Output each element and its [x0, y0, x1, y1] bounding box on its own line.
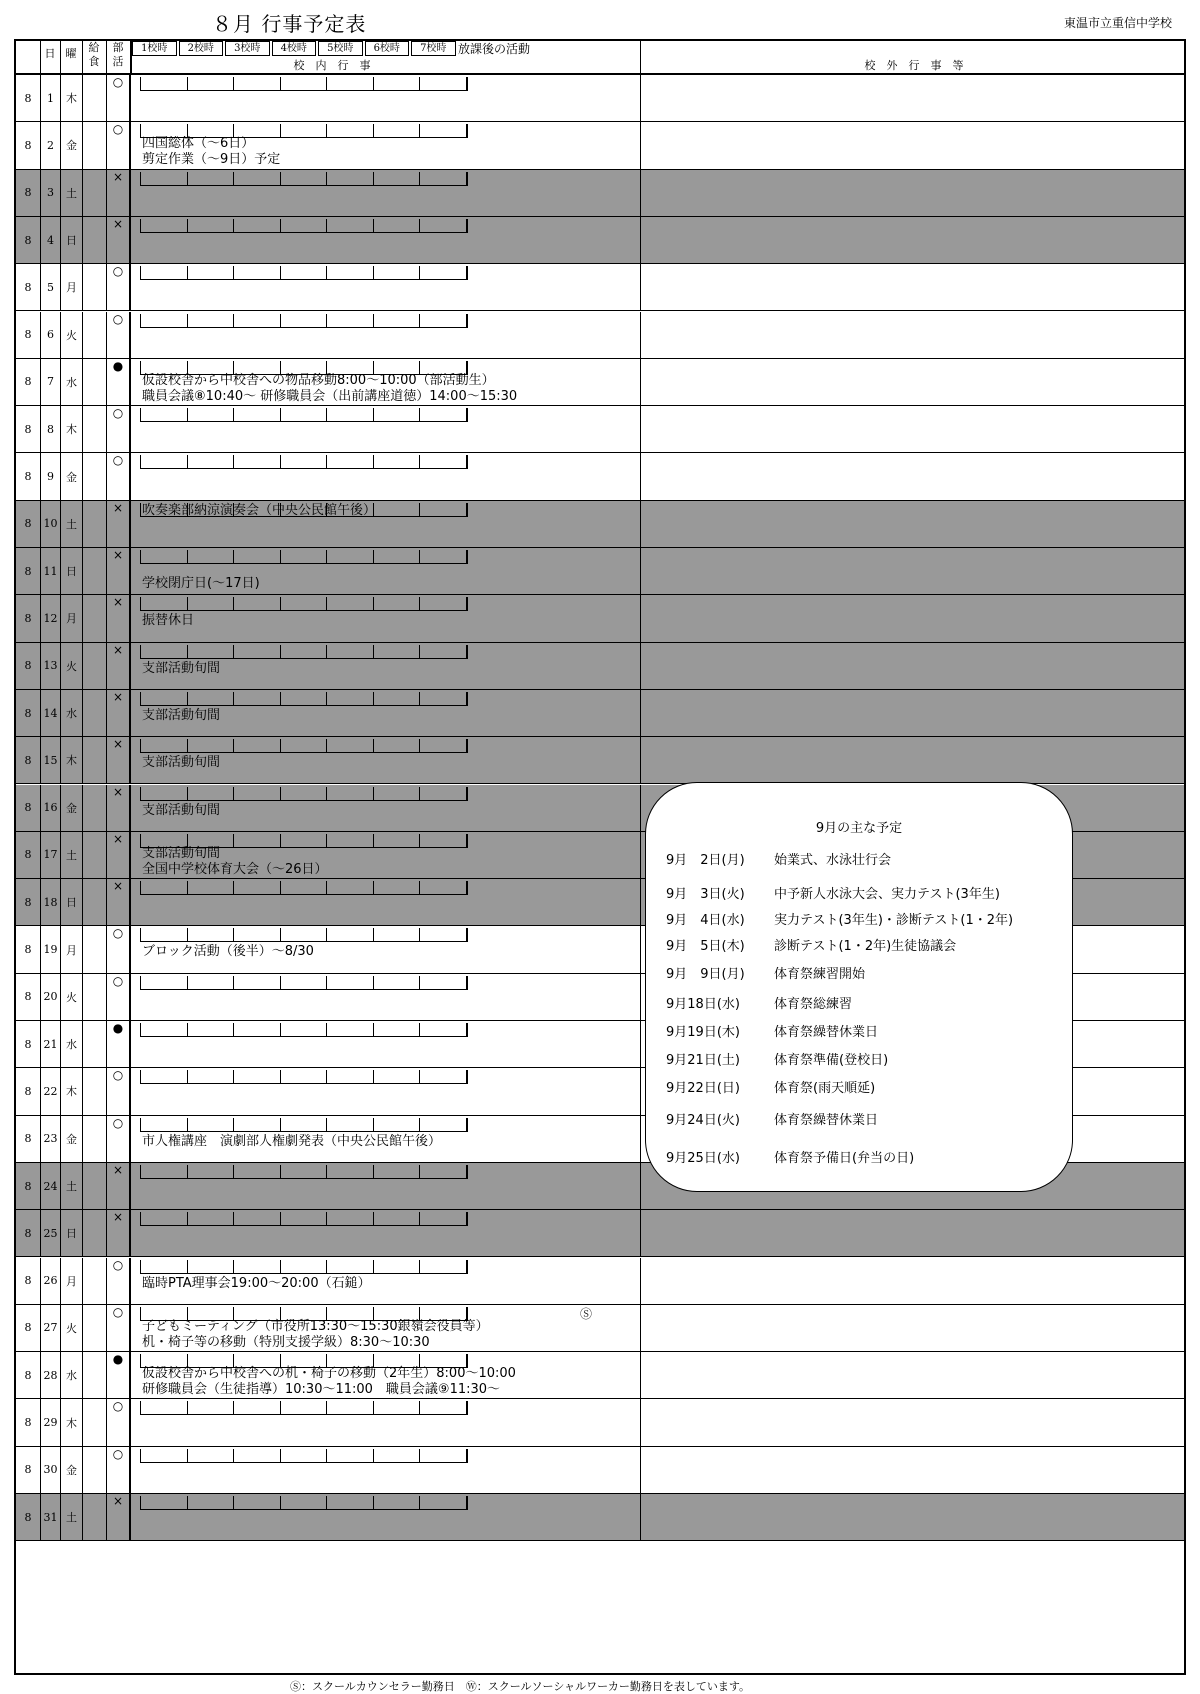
period-boxes — [140, 1401, 466, 1415]
header-period-4: 4校時 — [272, 41, 317, 56]
table-row — [16, 170, 1184, 217]
kyushoku-cell — [82, 595, 106, 641]
table-row — [16, 1494, 1184, 1541]
period-boxes — [140, 1118, 466, 1132]
month-cell: 8 — [24, 753, 32, 767]
weekday-cell: 月 — [60, 264, 82, 310]
school-name: 東温市立重信中学校 — [1063, 16, 1172, 30]
day-cell: 24 — [40, 1163, 60, 1209]
bukatsu-mark: ○ — [112, 1446, 124, 1461]
plan-date: 9月24日(火) — [666, 1113, 740, 1128]
plan-text: 始業式、水泳壮行会 — [774, 853, 892, 868]
period-boxes — [140, 172, 466, 186]
footnote: Ⓢ：スクールカウンセラー勤務日 Ⓦ：スクールソーシャルワーカー勤務日を表しています。 — [290, 1680, 751, 1693]
month-cell: 8 — [24, 611, 32, 625]
bukatsu-mark: ○ — [112, 926, 124, 941]
bukatsu-mark: ● — [112, 358, 124, 373]
month-cell: 8 — [24, 1463, 32, 1477]
kyushoku-cell — [82, 359, 106, 405]
day-cell: 16 — [40, 785, 60, 831]
month-cell: 8 — [24, 1416, 32, 1430]
in-school-event: 支部活動旬間 — [142, 802, 221, 818]
plan-date: 9月21日(土) — [666, 1053, 740, 1068]
header-period-5: 5校時 — [318, 41, 363, 56]
day-cell: 27 — [40, 1305, 60, 1351]
weekday-cell: 火 — [60, 974, 82, 1020]
table-row — [16, 643, 1184, 690]
weekday-cell: 木 — [60, 1068, 82, 1114]
period-boxes — [140, 787, 466, 801]
day-cell: 18 — [40, 879, 60, 925]
day-cell: 29 — [40, 1399, 60, 1445]
bukatsu-mark: × — [112, 595, 124, 610]
september-plan-item — [666, 1147, 914, 1166]
bukatsu-mark: ○ — [112, 311, 124, 326]
month-cell: 8 — [24, 375, 32, 389]
plan-text: 体育祭練習開始 — [774, 967, 866, 982]
weekday-cell: 月 — [60, 926, 82, 972]
period-boxes — [140, 1165, 466, 1179]
day-cell: 23 — [40, 1116, 60, 1162]
day-cell: 26 — [40, 1258, 60, 1304]
kyushoku-cell — [82, 548, 106, 594]
day-cell: 22 — [40, 1068, 60, 1114]
period-boxes — [140, 739, 466, 753]
bukatsu-mark: × — [112, 216, 124, 231]
kyushoku-cell — [82, 1116, 106, 1162]
kyushoku-cell — [82, 879, 106, 925]
plan-date: 9月 4日(水) — [666, 913, 745, 928]
in-school-event: 支部活動旬間 — [142, 755, 221, 771]
kyushoku-cell — [82, 1163, 106, 1209]
day-cell: 2 — [40, 122, 60, 168]
table-row — [16, 690, 1184, 737]
header-bukatsu — [106, 41, 130, 69]
bukatsu-mark: ○ — [112, 1115, 124, 1130]
kyushoku-cell — [82, 453, 106, 499]
in-school-event: 支部活動旬間 — [142, 707, 221, 723]
month-cell: 8 — [24, 848, 32, 862]
kyushoku-cell — [82, 501, 106, 547]
month-cell: 8 — [24, 1226, 32, 1240]
period-boxes — [140, 881, 466, 895]
table-row — [16, 1447, 1184, 1494]
september-plan-item — [666, 963, 865, 982]
plan-date: 9月 2日(月) — [666, 853, 745, 868]
september-plan-item — [666, 909, 1013, 928]
period-boxes — [140, 219, 466, 233]
period-boxes — [140, 266, 466, 280]
day-cell: 1 — [40, 75, 60, 121]
period-boxes — [140, 1260, 466, 1274]
header-after-school: 放課後の活動 — [458, 42, 531, 56]
kyushoku-cell — [82, 1021, 106, 1067]
weekday-cell: 月 — [60, 1258, 82, 1304]
kyushoku-cell — [82, 122, 106, 168]
weekday-cell: 日 — [60, 548, 82, 594]
table-row — [16, 453, 1184, 500]
bukatsu-mark: × — [112, 169, 124, 184]
plan-date: 9月 9日(月) — [666, 967, 745, 982]
kyushoku-cell — [82, 737, 106, 783]
september-plan-item — [666, 1049, 888, 1068]
kyushoku-cell — [82, 1447, 106, 1493]
bukatsu-mark: × — [112, 500, 124, 515]
kyushoku-cell — [82, 1494, 106, 1540]
period-boxes — [140, 928, 466, 942]
day-cell: 3 — [40, 170, 60, 216]
table-row — [16, 359, 1184, 406]
header-weekday: 曜 — [65, 47, 77, 60]
bukatsu-mark: × — [112, 737, 124, 752]
month-cell: 8 — [24, 233, 32, 247]
september-plan-item — [666, 849, 891, 868]
table-row — [16, 548, 1184, 595]
plan-text: 体育祭予備日(弁当の日) — [774, 1151, 915, 1166]
table-row — [16, 1305, 1184, 1352]
weekday-cell: 火 — [60, 1305, 82, 1351]
weekday-cell: 日 — [60, 217, 82, 263]
period-boxes — [140, 692, 466, 706]
bukatsu-mark: ○ — [112, 453, 124, 468]
plan-date: 9月 3日(火) — [666, 887, 745, 902]
day-cell: 17 — [40, 832, 60, 878]
in-school-event: 子どもミーティング（市役所13:30～15:30銀嶺会役員等） 机・椅子等の移動（特別支援学級）8:30～10:30 — [142, 1318, 489, 1350]
month-cell: 8 — [24, 564, 32, 578]
month-cell: 8 — [24, 328, 32, 342]
september-plan-title: 9月の主な予定 — [815, 821, 903, 836]
kyushoku-cell — [82, 1352, 106, 1398]
bukatsu-mark: ○ — [112, 406, 124, 421]
weekday-cell: 水 — [60, 1021, 82, 1067]
period-boxes — [140, 1449, 466, 1463]
kyushoku-cell — [82, 690, 106, 736]
weekday-cell: 土 — [60, 170, 82, 216]
month-cell: 8 — [24, 1084, 32, 1098]
bukatsu-mark: ○ — [112, 1068, 124, 1083]
kyushoku-cell — [82, 643, 106, 689]
in-school-event: 吹奏楽部納涼演奏会（中央公民館午後） — [142, 502, 377, 518]
table-row — [16, 75, 1184, 122]
month-cell: 8 — [24, 659, 32, 673]
month-cell: 8 — [24, 422, 32, 436]
plan-text: 体育祭(雨天順延) — [774, 1081, 876, 1096]
weekday-cell: 土 — [60, 1163, 82, 1209]
kyushoku-cell — [82, 217, 106, 263]
day-cell: 30 — [40, 1447, 60, 1493]
weekday-cell: 木 — [60, 406, 82, 452]
in-school-event: 学校閉庁日(～17日) — [142, 576, 260, 591]
bukatsu-mark: ○ — [112, 1399, 124, 1414]
plan-date: 9月18日(水) — [666, 997, 740, 1012]
month-cell: 8 — [24, 706, 32, 720]
weekday-cell: 木 — [60, 737, 82, 783]
table-row — [16, 1258, 1184, 1305]
month-cell: 8 — [24, 517, 32, 531]
month-cell: 8 — [24, 943, 32, 957]
month-cell: 8 — [24, 1274, 32, 1288]
plan-text: 実力テスト(3年生)・診断テスト(1・2年) — [774, 913, 1014, 928]
month-cell: 8 — [24, 990, 32, 1004]
month-cell: 8 — [24, 470, 32, 484]
kyushoku-cell — [82, 170, 106, 216]
table-row — [16, 217, 1184, 264]
period-boxes — [140, 1023, 466, 1037]
header-kyushoku — [82, 41, 106, 69]
bukatsu-mark: ○ — [112, 1257, 124, 1272]
day-cell: 19 — [40, 926, 60, 972]
september-plan-item — [666, 935, 956, 954]
day-cell: 4 — [40, 217, 60, 263]
table-row — [16, 737, 1184, 784]
month-cell: 8 — [24, 280, 32, 294]
in-school-event: 仮設校舎から中校舎への物品移動8:00～10:00（部活動生） 職員会議⑧10:40～ 研修職員会（出前講座道徳）14:00～15:30 — [142, 372, 518, 404]
in-school-event: 振替休日 — [142, 613, 195, 629]
weekday-cell: 金 — [60, 785, 82, 831]
weekday-cell: 水 — [60, 1352, 82, 1398]
plan-date: 9月 5日(木) — [666, 939, 745, 954]
kyushoku-cell — [82, 312, 106, 358]
day-cell: 21 — [40, 1021, 60, 1067]
month-cell: 8 — [24, 1321, 32, 1335]
weekday-cell: 金 — [60, 453, 82, 499]
month-cell: 8 — [24, 1132, 32, 1146]
kyushoku-cell — [82, 832, 106, 878]
table-row — [16, 312, 1184, 359]
day-cell: 28 — [40, 1352, 60, 1398]
table-row — [16, 501, 1184, 548]
plan-date: 9月25日(水) — [666, 1151, 740, 1166]
day-cell: 11 — [40, 548, 60, 594]
month-cell: 8 — [24, 1037, 32, 1051]
kyushoku-cell — [82, 785, 106, 831]
bukatsu-mark: ● — [112, 1352, 124, 1367]
month-cell: 8 — [24, 1510, 32, 1524]
day-cell: 31 — [40, 1494, 60, 1540]
september-plan-item — [666, 1077, 875, 1096]
day-cell: 20 — [40, 974, 60, 1020]
period-boxes — [140, 1496, 466, 1510]
in-school-event: 臨時PTA理事会19:00～20:00（石鎚） — [142, 1275, 371, 1291]
day-cell: 25 — [40, 1210, 60, 1256]
september-plan-item — [666, 883, 1000, 902]
table-row — [16, 406, 1184, 453]
period-boxes — [140, 597, 466, 611]
kyushoku-cell — [82, 974, 106, 1020]
in-school-event: 市人権講座 演劇部人権劇発表（中央公民館午後） — [142, 1133, 442, 1149]
kyushoku-cell — [82, 264, 106, 310]
september-plan-item — [666, 1021, 878, 1040]
weekday-cell: 土 — [60, 832, 82, 878]
plan-text: 体育祭総練習 — [774, 997, 853, 1012]
bukatsu-mark: ○ — [112, 1304, 124, 1319]
bukatsu-mark: ○ — [112, 122, 124, 137]
september-plan-box — [645, 782, 1073, 1192]
day-cell: 7 — [40, 359, 60, 405]
weekday-cell: 火 — [60, 643, 82, 689]
header-day: 日 — [44, 47, 56, 60]
plan-date: 9月22日(日) — [666, 1081, 740, 1096]
weekday-cell: 金 — [60, 1116, 82, 1162]
day-cell: 5 — [40, 264, 60, 310]
day-cell: 9 — [40, 453, 60, 499]
month-cell: 8 — [24, 895, 32, 909]
header-period-3: 3校時 — [225, 41, 270, 56]
plan-date: 9月19日(木) — [666, 1025, 740, 1040]
weekday-cell: 木 — [60, 75, 82, 121]
day-cell: 12 — [40, 595, 60, 641]
period-boxes — [140, 550, 466, 564]
kyushoku-cell — [82, 1399, 106, 1445]
bukatsu-mark: ● — [112, 1021, 124, 1035]
header-period-7: 7校時 — [411, 41, 456, 56]
bukatsu-mark: × — [112, 1162, 124, 1177]
table-header — [16, 41, 1184, 75]
month-cell: 8 — [24, 1368, 32, 1382]
bukatsu-mark: × — [112, 1494, 124, 1508]
period-boxes — [140, 314, 466, 328]
kyushoku-cell — [82, 926, 106, 972]
bukatsu-mark: × — [112, 642, 124, 657]
header-period-1: 1校時 — [132, 41, 177, 56]
weekday-cell: 木 — [60, 1399, 82, 1445]
bukatsu-mark: ○ — [112, 973, 124, 988]
weekday-cell: 土 — [60, 501, 82, 547]
bukatsu-mark: × — [112, 831, 124, 846]
counselor-mark: Ⓢ — [580, 1306, 593, 1321]
bukatsu-mark: × — [112, 784, 124, 799]
bukatsu-mark: × — [112, 879, 124, 894]
weekday-cell: 日 — [60, 1210, 82, 1256]
period-boxes — [140, 77, 466, 91]
weekday-cell: 水 — [60, 359, 82, 405]
table-row — [16, 1352, 1184, 1399]
plan-text: 体育祭繰替休業日 — [774, 1025, 879, 1040]
period-boxes — [140, 408, 466, 422]
period-boxes — [140, 1212, 466, 1226]
header-bukatsu-label: 部 活 — [112, 41, 124, 68]
plan-text: 体育祭準備(登校日) — [774, 1053, 889, 1068]
header-kyushoku-label: 給 食 — [88, 41, 100, 68]
day-cell: 10 — [40, 501, 60, 547]
header-period-6: 6校時 — [365, 41, 410, 56]
day-cell: 14 — [40, 690, 60, 736]
month-cell: 8 — [24, 801, 32, 815]
kyushoku-cell — [82, 75, 106, 121]
plan-text: 診断テスト(1・2年)生徒協議会 — [774, 939, 957, 954]
period-boxes — [140, 1070, 466, 1084]
in-school-event: 仮設校舎から中校舎への机・椅子の移動（2年生）8:00～10:00 研修職員会（生徒指導）10:30～11:00 職員会議⑨11:30～ — [142, 1366, 516, 1398]
kyushoku-cell — [82, 1305, 106, 1351]
table-row — [16, 595, 1184, 642]
table-row — [16, 1210, 1184, 1257]
day-cell: 8 — [40, 406, 60, 452]
plan-text: 中予新人水泳大会、実力テスト(3年生) — [774, 887, 1000, 902]
weekday-cell: 月 — [60, 595, 82, 641]
day-cell: 13 — [40, 643, 60, 689]
period-boxes — [140, 455, 466, 469]
in-school-event: 四国総体（～6日） 剪定作業（～9日）予定 — [142, 136, 281, 168]
header-in-school: 校 内 行 事 — [293, 59, 371, 72]
period-boxes — [140, 645, 466, 659]
bukatsu-mark: ○ — [112, 264, 124, 279]
in-school-event: 支部活動旬間 — [142, 660, 221, 676]
kyushoku-cell — [82, 1210, 106, 1256]
weekday-cell: 火 — [60, 312, 82, 358]
period-boxes — [140, 976, 466, 990]
kyushoku-cell — [82, 1258, 106, 1304]
weekday-cell: 日 — [60, 879, 82, 925]
month-cell: 8 — [24, 91, 32, 105]
table-row — [16, 264, 1184, 311]
month-cell: 8 — [24, 1179, 32, 1193]
header-period-2: 2校時 — [179, 41, 224, 56]
weekday-cell: 金 — [60, 122, 82, 168]
september-plan-item — [666, 1109, 878, 1128]
page-title: ８月 行事予定表 — [212, 12, 367, 36]
weekday-cell: 土 — [60, 1494, 82, 1540]
kyushoku-cell — [82, 1068, 106, 1114]
september-plan-item — [666, 993, 852, 1012]
bukatsu-mark: ○ — [112, 75, 124, 89]
day-cell: 6 — [40, 312, 60, 358]
weekday-cell: 水 — [60, 690, 82, 736]
month-cell: 8 — [24, 186, 32, 200]
bukatsu-mark: × — [112, 548, 124, 562]
bukatsu-mark: × — [112, 1210, 124, 1225]
weekday-cell: 金 — [60, 1447, 82, 1493]
header-out-school: 校 外 行 事 等 — [864, 59, 964, 72]
month-cell: 8 — [24, 138, 32, 152]
plan-text: 体育祭繰替休業日 — [774, 1113, 879, 1128]
day-cell: 15 — [40, 737, 60, 783]
in-school-event: 支部活動旬間 全国中学校体育大会（～26日） — [142, 845, 328, 877]
kyushoku-cell — [82, 406, 106, 452]
table-row — [16, 122, 1184, 169]
table-row — [16, 1399, 1184, 1446]
bukatsu-mark: × — [112, 689, 124, 704]
in-school-event: ブロック活動（後半）～8/30 — [142, 944, 314, 960]
